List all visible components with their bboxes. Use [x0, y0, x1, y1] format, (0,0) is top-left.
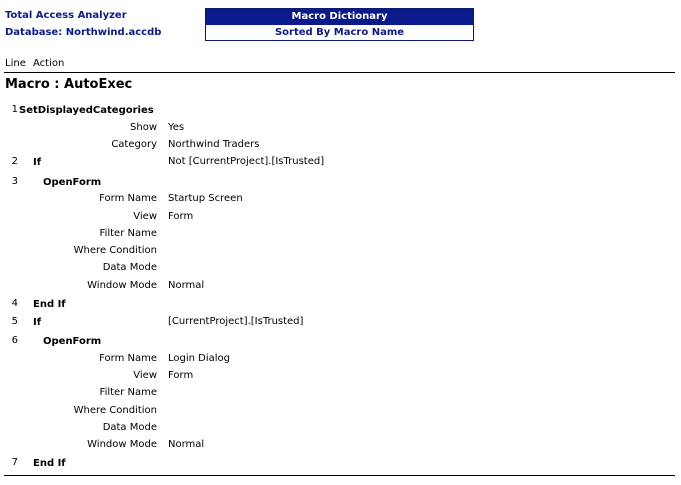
line-number: 2	[11, 156, 18, 167]
argument-value: Startup Screen	[168, 193, 243, 204]
argument-label: Where Condition	[73, 405, 157, 416]
argument-label: Category	[111, 139, 157, 150]
condition-value: Not [CurrentProject].[IsTrusted]	[168, 156, 325, 167]
action-name: End If	[33, 458, 66, 469]
condition-value: [CurrentProject].[IsTrusted]	[168, 316, 304, 327]
database-name: Database: Northwind.accdb	[5, 27, 162, 38]
report-subtitle: Sorted By Macro Name	[206, 25, 473, 40]
argument-label: Data Mode	[102, 262, 157, 273]
argument-value: Northwind Traders	[168, 139, 260, 150]
argument-label: Form Name	[99, 193, 157, 204]
line-number: 3	[11, 176, 18, 187]
action-name: If	[33, 157, 42, 168]
argument-label: Form Name	[99, 353, 157, 364]
argument-label: Filter Name	[99, 228, 157, 239]
argument-label: Window Mode	[87, 439, 157, 450]
argument-label: View	[133, 211, 157, 222]
line-number: 5	[11, 316, 18, 327]
argument-value: Normal	[168, 280, 205, 291]
argument-label: Data Mode	[102, 422, 157, 433]
report-title: Macro Dictionary	[206, 9, 473, 25]
macro-title: Macro : AutoExec	[5, 77, 133, 92]
argument-value: Yes	[168, 122, 185, 133]
action-name: SetDisplayedCategories	[19, 105, 154, 116]
footer-divider	[4, 475, 675, 476]
argument-value: Form	[168, 370, 194, 381]
argument-value: Login Dialog	[168, 353, 231, 364]
argument-value: Normal	[168, 439, 205, 450]
action-name: OpenForm	[43, 336, 102, 347]
argument-value: Form	[168, 211, 194, 222]
action-name: If	[33, 317, 42, 328]
argument-label: Window Mode	[87, 280, 157, 291]
column-header-action: Action	[33, 58, 65, 69]
report-title-box	[205, 8, 474, 41]
action-name: End If	[33, 299, 66, 310]
argument-label: Filter Name	[99, 387, 157, 398]
line-number: 7	[11, 457, 18, 468]
line-number: 6	[11, 335, 18, 346]
line-number: 4	[11, 298, 18, 309]
argument-label: Where Condition	[73, 245, 157, 256]
line-number: 1	[11, 104, 18, 115]
header-divider	[4, 72, 675, 73]
argument-label: View	[133, 370, 157, 381]
app-name: Total Access Analyzer	[5, 10, 127, 21]
action-name: OpenForm	[43, 177, 102, 188]
argument-label: Show	[130, 122, 157, 133]
column-header-line: Line	[5, 58, 26, 69]
